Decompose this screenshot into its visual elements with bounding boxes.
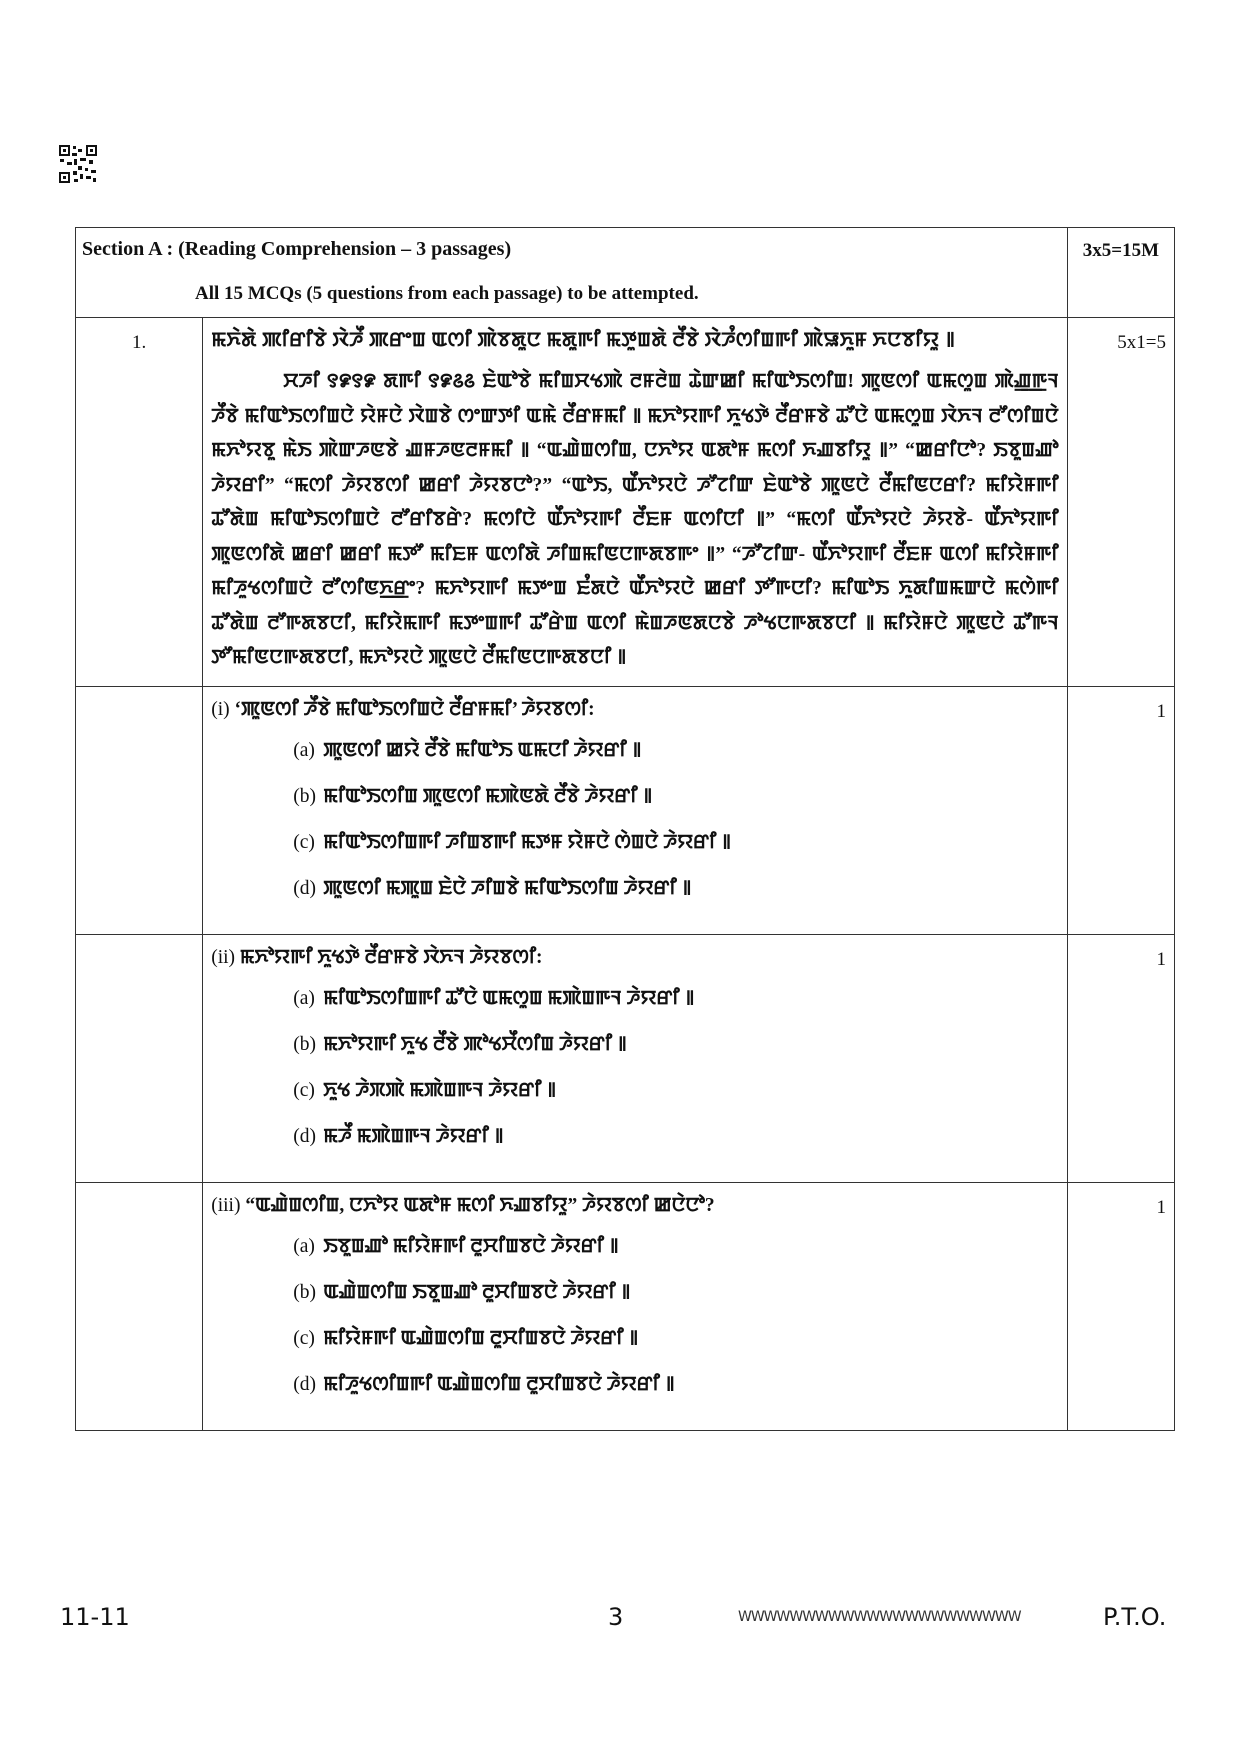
sub-question-marks: 1 [1067, 934, 1174, 1182]
option-item [293, 1122, 1059, 1168]
option-text: ꯃꯤꯍꯨꯠꯁꯤꯡꯒꯤ ꯑꯉꯥꯡꯁꯤꯡ ꯂꯨꯆꯤꯡꯕꯅꯥ ꯍꯥꯌꯔꯤ ꯫ [323, 1373, 675, 1395]
option-text: ꯃꯤꯌꯥꯝꯒꯤ ꯑꯉꯥꯡꯁꯤꯡ ꯂꯨꯆꯤꯡꯕꯅꯥ ꯍꯥꯌꯔꯤ ꯫ [323, 1327, 639, 1349]
option-label: (a) [293, 739, 315, 761]
option-label: (c) [293, 1079, 315, 1101]
section-title: Section A : (Reading Comprehension – 3 passages) [82, 238, 512, 260]
sub-question-row [76, 1182, 1175, 1430]
option-list [211, 1232, 1059, 1416]
section-instructions: All 15 MCQs (5 questions from each passage) to be attempted. [195, 283, 699, 304]
sub-question-marks: 1 [1067, 686, 1174, 934]
sub-question-cell [203, 934, 1068, 1182]
security-wave-line: WWWWWWWWWWWWWWWWWWWWWW [738, 1609, 1021, 1625]
sub-question-marks: 1 [1067, 1182, 1174, 1430]
question-marks: 5x1=5 [1067, 318, 1174, 687]
option-item [293, 874, 1059, 920]
sub-question-cell [203, 1182, 1068, 1430]
option-list [211, 984, 1059, 1168]
option-label: (a) [293, 1235, 315, 1257]
option-text: ꯃꯤꯑꯣꯏꯁꯤꯡꯒꯤ ꯊꯧꯅꯥ ꯑꯃꯁꯨꯡ ꯃꯄꯥꯡꯒꯜ ꯍꯥꯌꯔꯤ ꯫ [323, 987, 695, 1009]
option-text: ꯈꯨꯠ ꯍꯥꯞꯄꯥ ꯃꯄꯥꯡꯒꯜ ꯍꯥꯌꯔꯤ ꯫ [323, 1079, 557, 1101]
option-label: (c) [293, 1327, 315, 1349]
option-text: ꯃꯤꯑꯣꯏꯁꯤꯡꯒꯤ ꯍꯤꯡꯕꯒꯤ ꯃꯇꯝ ꯌꯥꯝꯅꯥ ꯁꯥꯡꯅꯥ ꯍꯥꯌꯔꯤ ꯫ [323, 831, 732, 853]
question-table [75, 227, 1175, 1431]
sub-question-text: ꯃꯈꯣꯌꯒꯤ ꯈꯨꯠꯇꯥ ꯂꯩꯔꯝꯕꯥ ꯋꯥꯈꯜ ꯍꯥꯌꯕꯁꯤ: [239, 946, 543, 968]
option-label: (a) [293, 987, 315, 1009]
section-heading-cell [76, 228, 1068, 318]
empty-number-cell [76, 1182, 203, 1430]
option-label: (d) [293, 877, 316, 899]
option-text: ꯄꯨꯟꯁꯤ ꯃꯄꯨꯡ ꯐꯥꯅꯥ ꯍꯤꯡꯕꯥ ꯃꯤꯑꯣꯏꯁꯤꯡ ꯍꯥꯌꯔꯤ ꯫ [323, 877, 692, 899]
paper-code: 11-11 [60, 1603, 130, 1631]
empty-number-cell [76, 934, 203, 1182]
sub-question-label: (iii) [211, 1194, 241, 1216]
sub-question-row [76, 934, 1175, 1182]
option-label: (b) [293, 1281, 316, 1303]
option-item [293, 736, 1059, 782]
option-text: ꯃꯍꯩ ꯃꯄꯥꯡꯒꯜ ꯍꯥꯌꯔꯤ ꯫ [323, 1125, 504, 1147]
option-text: ꯃꯈꯣꯌꯒꯤ ꯈꯨꯠ ꯂꯩꯕꯥ ꯄꯣꯠꯆꯩꯁꯤꯡ ꯍꯥꯌꯔꯤ ꯫ [323, 1033, 627, 1055]
question-number: 1. [76, 318, 203, 687]
option-text: ꯑꯉꯥꯡꯁꯤꯡ ꯏꯕꯨꯡꯉꯣ ꯂꯨꯆꯤꯡꯕꯅꯥ ꯍꯥꯌꯔꯤ ꯫ [323, 1281, 631, 1303]
page-number: 3 [608, 1603, 624, 1631]
sub-question-label: (ii) [211, 946, 236, 968]
section-marks: 3x5=15M [1067, 228, 1174, 318]
option-text: ꯏꯕꯨꯡꯉꯣ ꯃꯤꯌꯥꯝꯒꯤ ꯂꯨꯆꯤꯡꯕꯅꯥ ꯍꯥꯌꯔꯤ ꯫ [323, 1235, 619, 1257]
option-list [211, 736, 1059, 920]
pto-label: P.T.O. [1103, 1603, 1167, 1631]
option-label: (b) [293, 785, 316, 807]
option-item [293, 828, 1059, 874]
option-label: (d) [293, 1373, 316, 1395]
sub-question-stem [211, 695, 1059, 722]
option-item [293, 1030, 1059, 1076]
sub-question-text: ‘ꯄꯨꯟꯁꯤ ꯍꯩꯕꯥ ꯃꯤꯑꯣꯏꯁꯤꯡꯅꯥ ꯂꯩꯔꯝꯃꯤ’ ꯍꯥꯌꯕꯁꯤ: [234, 698, 595, 720]
option-label: (c) [293, 831, 315, 853]
qr-code [58, 144, 98, 184]
section-header-row [76, 228, 1175, 318]
sub-question-label: (i) [211, 698, 230, 720]
sub-question-stem [211, 1191, 1059, 1218]
option-label: (d) [293, 1125, 316, 1147]
option-item [293, 782, 1059, 828]
option-item [293, 1324, 1059, 1370]
sub-question-stem [211, 943, 1059, 970]
option-text: ꯄꯨꯟꯁꯤ ꯀꯌꯥ ꯂꯩꯕꯥ ꯃꯤꯑꯣꯏ ꯑꯃꯅꯤ ꯍꯥꯌꯔꯤ ꯫ [323, 739, 642, 761]
option-item [293, 1370, 1059, 1416]
sub-question-row [76, 686, 1175, 934]
option-text: ꯃꯤꯑꯣꯏꯁꯤꯡ ꯄꯨꯟꯁꯤ ꯃꯄꯥꯟꯗꯥ ꯂꯩꯕꯥ ꯍꯥꯌꯔꯤ ꯫ [323, 785, 653, 807]
option-item [293, 1076, 1059, 1122]
option-item [293, 1232, 1059, 1278]
option-item [293, 984, 1059, 1030]
option-item [293, 1278, 1059, 1324]
empty-number-cell [76, 686, 203, 934]
passage-cell [203, 318, 1068, 687]
question-instruction: ꯃꯈꯥꯗꯥ ꯄꯤꯔꯤꯕꯥ ꯋꯥꯍꯩ ꯄꯔꯦꯡ ꯑꯁꯤ ꯄꯥꯕꯗꯨꯅ ꯃꯗꯨꯒꯤ ꯃꯇꯨꯡꯗꯥ ꯂꯩꯕꯥ ꯋꯥꯍꯪꯁꯤꯡꯒꯤ ꯄꯥꯎꯈꯨꯝ ꯈꯅꯕꯤꯌꯨ ꯫ [211, 329, 956, 351]
passage-row [76, 318, 1175, 687]
sub-question-cell [203, 686, 1068, 934]
passage-text: ꯆꯍꯤ ꯱꯹꯱꯹ ꯗꯒꯤ ꯱꯹꯴꯴ ꯐꯥꯑꯣꯕꯥ ꯃꯤꯡꯆꯠꯄꯥ ꯂꯝꯂꯥꯡ ꯊꯥꯛꯀꯤ ꯃꯤꯑꯣꯏꯁꯤꯡ! ꯄꯨꯟꯁꯤ ꯑꯃꯁꯨꯡ ꯄꯥꯉ꯭ꯒꯜ ꯍꯩꯕꯥ ꯃꯤꯑꯣꯏꯁꯤꯡꯅꯥ ꯌꯥꯝꯅꯥ ꯋꯥꯡꯕꯥ ꯁꯦꯛꯇꯤ ꯑꯃꯥ ꯂꯩꯔꯝꯃꯤ ꯫ ꯃꯈꯣꯌꯒꯤ ꯈꯨꯠꯇꯥ ꯂꯩꯔꯝꯕꯥ ꯊꯧꯅꯥ ꯑꯃꯁꯨꯡ ꯋꯥꯈꯜ ꯂꯧꯁꯤꯡꯅꯥ ꯃꯈꯣꯌꯕꯨ ꯃꯥꯏ ꯄꯥꯛꯍꯟꯕꯥ ꯉꯝꯍꯟꯂꯝꯃꯤ ꯫ “ꯑꯉꯥꯡꯁꯤꯡ, ꯅꯈꯣꯌ ꯑꯗꯣꯝ ꯃꯁꯤ ꯈꯉꯕꯤꯌꯨ ꯫” “ꯀꯔꯤꯅꯣ? ꯏꯕꯨꯡꯉꯣ ꯍꯥꯌꯔꯤ” “ꯃꯁꯤ ꯍꯥꯌꯕꯁꯤ ꯀꯔꯤ ꯍꯥꯌꯕꯅꯣ?” “ꯑꯣꯏ, ꯑꯩꯈꯣꯌꯅꯥ ꯍꯧꯖꯤꯛ ꯐꯥꯑꯣꯕꯥ ꯄꯨꯟꯅꯥ ꯂꯩꯃꯤꯟꯅꯔꯤ? ꯃꯤꯌꯥꯝꯒꯤ ꯊꯧꯗꯥꯡ ꯃꯤꯑꯣꯏꯁꯤꯡꯅꯥ ꯂꯧꯔꯤꯕꯔꯥ? ꯃꯁꯤꯅꯥ ꯑꯩꯈꯣꯌꯒꯤ ꯂꯩꯐꯝ ꯑꯁꯤꯅꯤ ꯫” “ꯃꯁꯤ ꯑꯩꯈꯣꯌꯅꯥ ꯍꯥꯌꯕꯥ- ꯑꯩꯈꯣꯌꯒꯤ ꯄꯨꯟꯁꯤꯗꯥ ꯀꯔꯤ ꯀꯔꯤ ꯃꯇꯧ ꯃꯤꯐꯝ ꯑꯁꯤꯗꯥ ꯍꯤꯡꯃꯤꯟꯅꯒꯗꯕꯒꯦ ꯫” “ꯍꯧꯖꯤꯛ- ꯑꯩꯈꯣꯌꯒꯤ ꯂꯩꯐꯝ ꯑꯁꯤ ꯃꯤꯌꯥꯝꯒꯤ ꯃꯤꯍꯨꯠꯁꯤꯡꯅꯥ ꯂꯧꯁꯤꯟꯈ꯭ꯔꯦ? ꯃꯈꯣꯌꯒꯤ ꯃꯇꯦꯡ ꯐꯪꯗꯅꯥ ꯑꯩꯈꯣꯌꯅꯥ ꯀꯔꯤ ꯇꯧꯒꯅꯤ? ꯃꯤꯑꯣꯏ ꯈꯨꯗꯤꯡꯃꯛꯅꯥ ꯃꯁꯥꯒꯤ ꯊꯧꯗꯥꯡ ꯂꯧꯒꯗꯕꯅꯤ, ꯃꯤꯌꯥꯃꯒꯤ ꯃꯇꯦꯡꯒꯤ ꯊꯧꯔꯥꯡ ꯑꯁꯤ ꯃꯥꯡꯍꯟꯗꯅꯕꯥ ꯍꯣꯠꯅꯒꯗꯕꯅꯤ ꯫ ꯃꯤꯌꯥꯝꯅꯥ ꯄꯨꯟꯅꯥ ꯊꯧꯒꯜ ꯇꯧꯃꯤꯟꯅꯒꯗꯕꯅꯤ, ꯃꯈꯣꯌꯅꯥ ꯄꯨꯟꯅꯥ ꯂꯩꯃꯤꯟꯅꯒꯗꯕꯅꯤ ꯫ [211, 371, 1059, 668]
option-label: (b) [293, 1033, 316, 1055]
sub-question-text: “ꯑꯉꯥꯡꯁꯤꯡ, ꯅꯈꯣꯌ ꯑꯗꯣꯝ ꯃꯁꯤ ꯈꯉꯕꯤꯌꯨ” ꯍꯥꯌꯕꯁꯤ ꯀꯅꯥꯅꯣ? [245, 1194, 715, 1216]
